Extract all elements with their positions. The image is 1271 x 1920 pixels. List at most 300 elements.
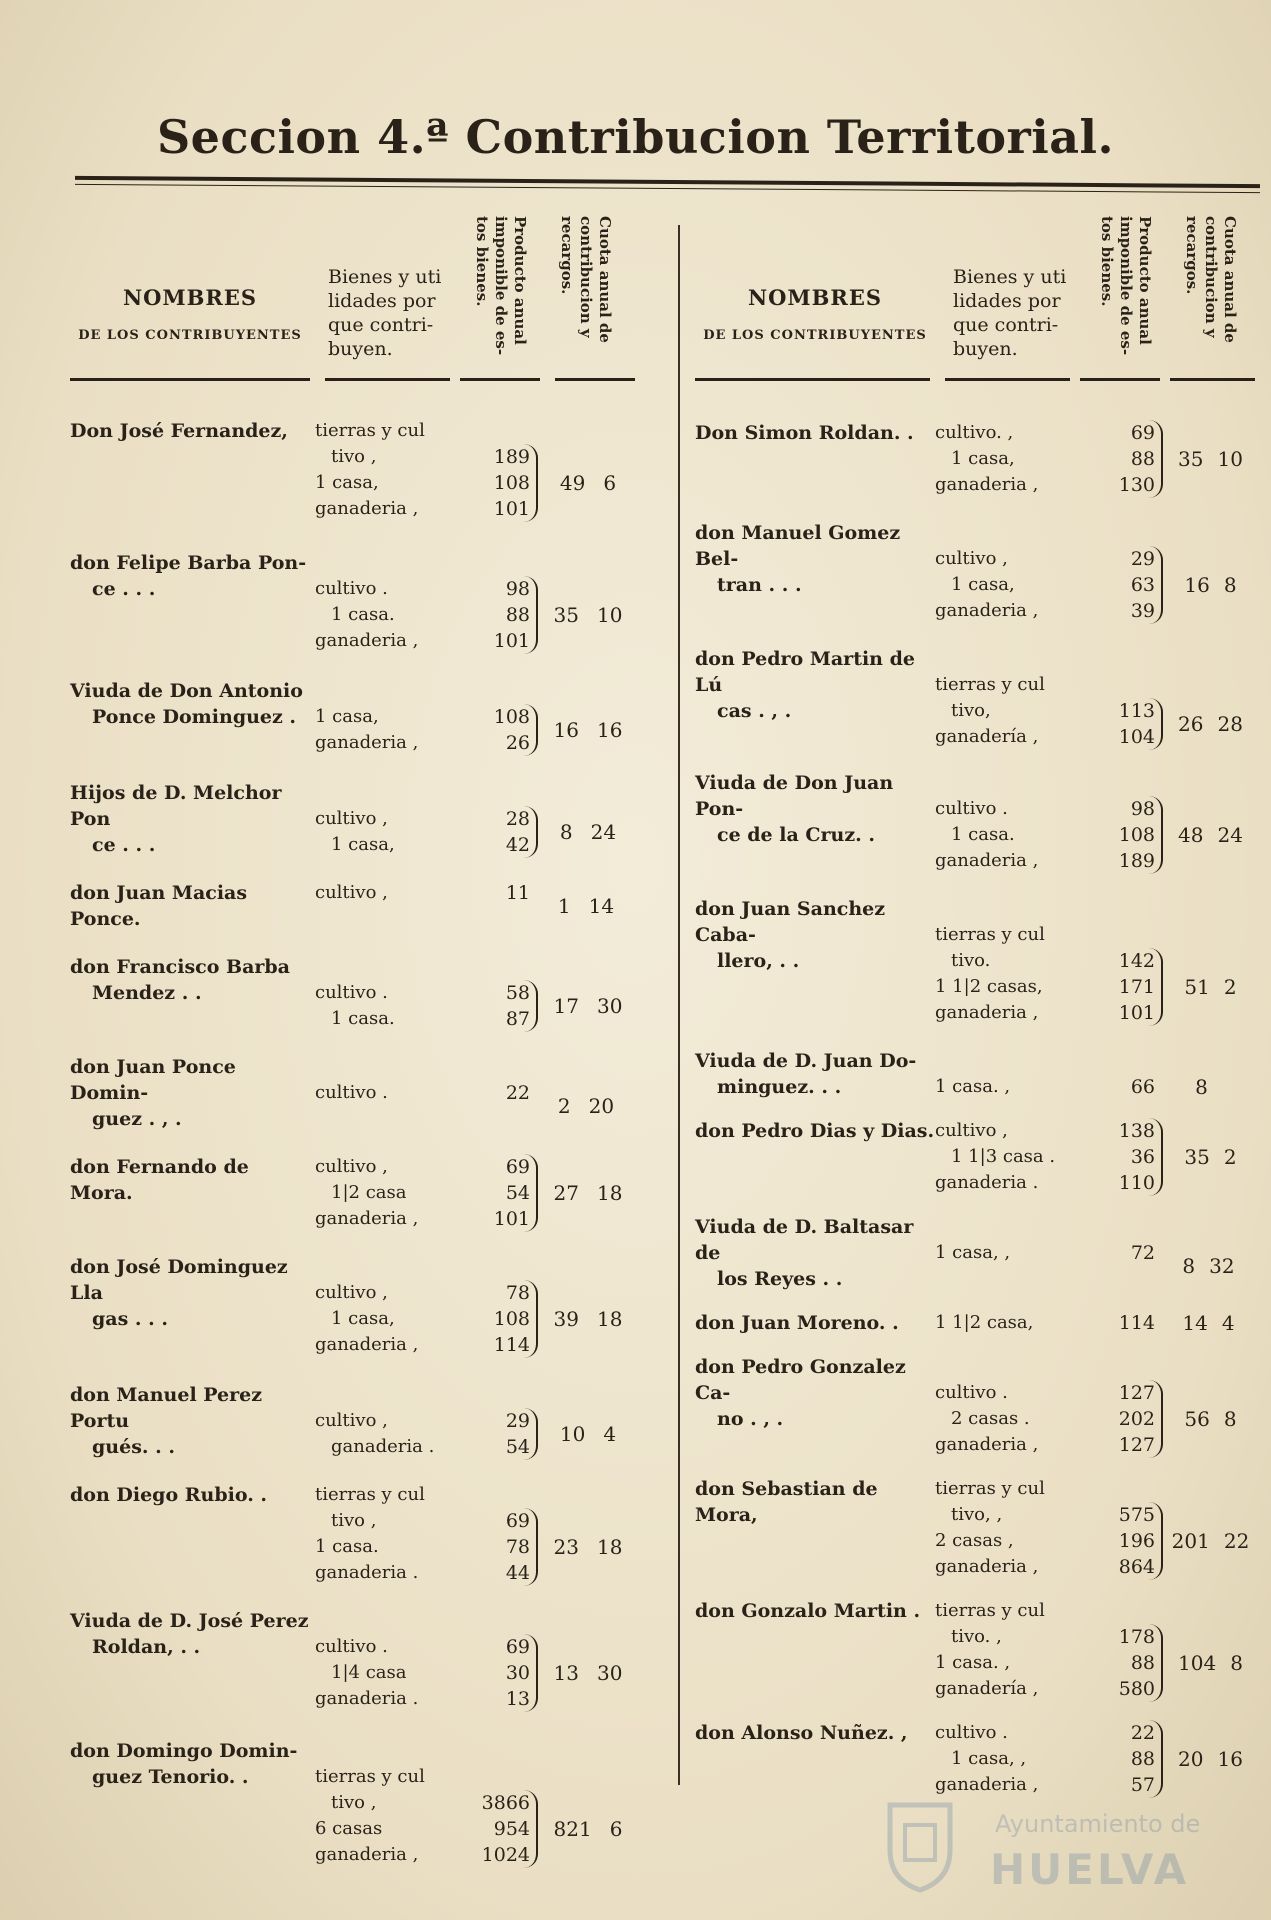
table-header bbox=[695, 210, 1265, 390]
product-values bbox=[1075, 948, 1163, 1026]
goods-item: 6 casas bbox=[315, 1818, 383, 1839]
product-values bbox=[455, 576, 538, 654]
contributor-name bbox=[70, 1382, 315, 1460]
name-line: don Juan Moreno. . bbox=[695, 1312, 899, 1334]
product-value: 108 bbox=[493, 472, 530, 494]
goods-item: 1 casa, , bbox=[935, 1242, 1011, 1263]
product-value: 189 bbox=[493, 446, 530, 468]
table-row bbox=[695, 1354, 1265, 1458]
cuota-value bbox=[538, 820, 638, 844]
goods-item: ganaderia , bbox=[935, 1556, 1039, 1577]
name-line: Viuda de D. José Perez bbox=[70, 1610, 309, 1632]
cuota-maravedis: 16 bbox=[1217, 1747, 1243, 1771]
goods-item: tivo, , bbox=[951, 1504, 1003, 1525]
name-line: Hijos de D. Melchor Pon bbox=[70, 782, 282, 830]
name-line: Viuda de Don Juan Pon- bbox=[695, 772, 894, 820]
contributor-name bbox=[695, 1354, 935, 1432]
table-row bbox=[70, 1154, 660, 1232]
name-line: Mendez . . bbox=[92, 982, 202, 1004]
header-underline bbox=[460, 378, 540, 381]
goods-list bbox=[315, 576, 455, 654]
goods-item: ganaderia . bbox=[315, 1688, 419, 1709]
goods-item: 1 casa. bbox=[331, 604, 395, 625]
cuota-value bbox=[536, 1094, 636, 1118]
product-value: 69 bbox=[1130, 422, 1155, 444]
product-value: 1024 bbox=[481, 1844, 530, 1866]
cuota-maravedis: 24 bbox=[590, 820, 617, 844]
goods-list bbox=[315, 1080, 455, 1106]
product-value: 39 bbox=[1130, 600, 1155, 622]
cuota-maravedis: 24 bbox=[1217, 823, 1243, 847]
table-row bbox=[70, 880, 660, 932]
goods-item: 1 casa, bbox=[951, 448, 1015, 469]
goods-list bbox=[935, 1118, 1075, 1196]
goods-item: tierras y cul bbox=[315, 1484, 425, 1505]
name-line: Roldan, . . bbox=[92, 1636, 201, 1658]
product-value: 69 bbox=[505, 1510, 530, 1532]
table-row bbox=[695, 1476, 1265, 1580]
cuota-maravedis: 20 bbox=[588, 1094, 615, 1118]
cuota-reales: 821 bbox=[553, 1817, 592, 1841]
name-line: ce . . . bbox=[92, 578, 156, 600]
product-values bbox=[1075, 1240, 1161, 1266]
header-underline bbox=[555, 378, 635, 381]
goods-item: tivo. , bbox=[951, 1626, 1002, 1647]
product-values bbox=[455, 444, 538, 522]
table-header bbox=[70, 210, 660, 390]
cuota-reales: 2 bbox=[557, 1094, 571, 1118]
cuota-reales: 27 bbox=[553, 1181, 579, 1205]
product-value: 22 bbox=[1130, 1722, 1155, 1744]
cuota-reales: 26 bbox=[1178, 712, 1204, 736]
goods-item: 1 1|2 casas, bbox=[935, 976, 1043, 997]
contributor-name bbox=[695, 1476, 935, 1528]
product-values bbox=[455, 806, 538, 858]
cuota-value bbox=[1163, 1407, 1258, 1431]
cuota-reales: 16 bbox=[1184, 573, 1210, 597]
cuota-value bbox=[538, 1307, 638, 1331]
product-value: 78 bbox=[505, 1536, 530, 1558]
product-value: 88 bbox=[1130, 1748, 1155, 1770]
cuota-reales: 51 bbox=[1184, 975, 1210, 999]
goods-list bbox=[315, 880, 455, 906]
product-value: 114 bbox=[1118, 1312, 1155, 1334]
header-underline bbox=[695, 378, 930, 381]
header-producto: Producto anual imponible de es- tos bienes. bbox=[473, 216, 529, 356]
name-line: don Felipe Barba Pon- bbox=[70, 552, 307, 574]
product-values bbox=[455, 1508, 538, 1586]
goods-item: ganadería , bbox=[935, 1678, 1039, 1699]
contributor-name bbox=[70, 954, 315, 1006]
name-line: guez Tenorio. . bbox=[92, 1766, 249, 1788]
goods-list bbox=[315, 1764, 455, 1868]
header-underline bbox=[1170, 378, 1255, 381]
product-value: 58 bbox=[505, 982, 530, 1004]
table-row bbox=[695, 1118, 1265, 1196]
product-value: 101 bbox=[493, 630, 530, 652]
product-values bbox=[455, 1154, 538, 1232]
name-line: los Reyes . . bbox=[717, 1268, 843, 1290]
name-line: guez . , . bbox=[92, 1108, 182, 1130]
goods-item: cultivo . bbox=[315, 1636, 388, 1657]
goods-item: ganaderia . bbox=[331, 1436, 435, 1457]
header-underline bbox=[70, 378, 310, 381]
contributor-name bbox=[695, 1598, 935, 1624]
header-de-los: DE LOS CONTRIBUYENTES bbox=[703, 328, 927, 343]
contributor-name bbox=[695, 1310, 935, 1336]
cuota-maravedis: 6 bbox=[609, 1817, 623, 1841]
table-row bbox=[695, 1048, 1265, 1100]
product-value: 26 bbox=[505, 732, 530, 754]
goods-list bbox=[315, 1634, 455, 1712]
cuota-value bbox=[1163, 1747, 1258, 1771]
contributor-name bbox=[70, 550, 315, 602]
goods-item: 1 1|3 casa . bbox=[951, 1146, 1056, 1167]
goods-item: 1 casa, bbox=[331, 834, 395, 855]
product-value: 69 bbox=[505, 1636, 530, 1658]
cuota-reales: 23 bbox=[553, 1535, 579, 1559]
goods-item: 1 casa, bbox=[315, 706, 379, 727]
contributor-name bbox=[695, 896, 935, 974]
table-row bbox=[70, 550, 660, 654]
name-line: don Fernando de Mora. bbox=[70, 1156, 249, 1204]
product-values bbox=[455, 980, 538, 1032]
goods-list bbox=[315, 1154, 455, 1232]
product-values bbox=[1075, 796, 1163, 874]
goods-list bbox=[315, 1482, 455, 1586]
goods-list bbox=[315, 806, 455, 858]
product-value: 575 bbox=[1118, 1504, 1155, 1526]
cuota-maravedis: 28 bbox=[1217, 712, 1243, 736]
product-value: 88 bbox=[505, 604, 530, 626]
cuota-reales: 56 bbox=[1184, 1407, 1210, 1431]
header-names bbox=[695, 285, 935, 343]
goods-item: 1|2 casa bbox=[331, 1182, 407, 1203]
name-line: gués. . . bbox=[92, 1436, 175, 1458]
header-underline bbox=[1080, 378, 1160, 381]
goods-item: cultivo . bbox=[935, 798, 1008, 819]
product-value: 138 bbox=[1118, 1120, 1155, 1142]
product-values bbox=[1075, 1118, 1163, 1196]
table-row bbox=[695, 770, 1265, 874]
header-nombres: NOMBRES bbox=[747, 285, 883, 310]
name-line: don Manuel Gomez Bel- bbox=[695, 522, 901, 570]
product-values bbox=[1075, 420, 1163, 498]
product-value: 101 bbox=[1118, 1002, 1155, 1024]
product-values bbox=[1075, 1310, 1161, 1336]
product-value: 189 bbox=[1118, 850, 1155, 872]
product-value: 29 bbox=[505, 1410, 530, 1432]
contributor-name bbox=[70, 1154, 315, 1206]
goods-list bbox=[935, 1074, 1075, 1100]
product-value: 22 bbox=[505, 1082, 530, 1104]
table-row bbox=[70, 418, 660, 522]
right-column bbox=[695, 210, 1265, 1798]
table-row bbox=[695, 1720, 1265, 1798]
contributor-name bbox=[70, 1054, 315, 1132]
cuota-maravedis: 32 bbox=[1209, 1254, 1235, 1278]
goods-item: cultivo . bbox=[315, 982, 388, 1003]
name-line: no . , . bbox=[717, 1408, 784, 1430]
cuota-maravedis: 22 bbox=[1223, 1529, 1250, 1553]
product-value: 63 bbox=[1130, 574, 1155, 596]
cuota-value bbox=[1161, 1075, 1256, 1099]
cuota-value bbox=[538, 1817, 638, 1841]
product-value: 30 bbox=[505, 1662, 530, 1684]
goods-item: cultivo , bbox=[935, 1120, 1008, 1141]
goods-item: cultivo . bbox=[935, 1382, 1008, 1403]
cuota-value bbox=[1163, 573, 1258, 597]
cuota-reales: 39 bbox=[553, 1307, 579, 1331]
goods-item: cultivo , bbox=[315, 1282, 388, 1303]
goods-item: ganaderia . bbox=[935, 1172, 1039, 1193]
product-value: 101 bbox=[493, 1208, 530, 1230]
name-line: don Manuel Perez Portu bbox=[70, 1384, 263, 1432]
table-row bbox=[70, 1382, 660, 1460]
contributor-name bbox=[70, 678, 315, 730]
header-names bbox=[70, 285, 310, 343]
table-row bbox=[695, 1214, 1265, 1292]
goods-list bbox=[935, 796, 1075, 874]
goods-item: tierras y cul bbox=[935, 674, 1045, 695]
name-line: llero, . . bbox=[717, 950, 800, 972]
name-line: Viuda de D. Baltasar de bbox=[695, 1216, 914, 1264]
contributor-name bbox=[70, 1608, 315, 1660]
product-value: 3866 bbox=[481, 1792, 530, 1814]
name-line: minguez. . . bbox=[717, 1076, 842, 1098]
product-value: 954 bbox=[493, 1818, 530, 1840]
cuota-maravedis: 8 bbox=[1223, 1407, 1237, 1431]
goods-item: 2 casas . bbox=[951, 1408, 1030, 1429]
goods-list bbox=[935, 1310, 1075, 1336]
product-values bbox=[455, 1280, 538, 1358]
cuota-value bbox=[538, 1535, 638, 1559]
goods-list bbox=[935, 1476, 1075, 1580]
name-line: Don Simon Roldan. . bbox=[695, 422, 914, 444]
product-values bbox=[1075, 1502, 1163, 1580]
goods-item: cultivo . bbox=[315, 578, 388, 599]
cuota-reales: 20 bbox=[1178, 1747, 1204, 1771]
contributor-name bbox=[695, 1048, 935, 1100]
table-row bbox=[695, 520, 1265, 624]
cuota-reales: 16 bbox=[553, 718, 579, 742]
product-value: 127 bbox=[1118, 1434, 1155, 1456]
cuota-maravedis: 10 bbox=[597, 603, 623, 627]
name-line: Ponce Dominguez . bbox=[92, 706, 297, 728]
cuota-maravedis: 30 bbox=[597, 994, 623, 1018]
product-value: 178 bbox=[1118, 1626, 1155, 1648]
table-row bbox=[70, 678, 660, 756]
name-line: don Pedro Martin de Lú bbox=[695, 648, 915, 696]
cuota-reales: 48 bbox=[1178, 823, 1204, 847]
goods-item: 1 1|2 casa, bbox=[935, 1312, 1034, 1333]
name-line: don Juan Sanchez Caba- bbox=[695, 898, 886, 946]
product-values bbox=[1075, 1380, 1163, 1458]
product-value: 142 bbox=[1118, 950, 1155, 972]
product-value: 101 bbox=[493, 498, 530, 520]
cuota-maravedis: 16 bbox=[597, 718, 623, 742]
column-divider bbox=[678, 225, 680, 1785]
cuota-value bbox=[1163, 823, 1258, 847]
product-value: 78 bbox=[505, 1282, 530, 1304]
header-cuota: Cuota anual de contribucion y recargos. bbox=[1183, 216, 1239, 343]
table-row bbox=[70, 1254, 660, 1358]
goods-item: ganaderia , bbox=[935, 850, 1039, 871]
cuota-value bbox=[1163, 1651, 1258, 1675]
goods-list bbox=[315, 1280, 455, 1358]
cuota-maravedis: 14 bbox=[588, 894, 615, 918]
goods-item: tierras y cul bbox=[935, 1478, 1045, 1499]
product-values bbox=[1075, 1624, 1163, 1702]
cuota-reales: 17 bbox=[553, 994, 579, 1018]
cuota-maravedis: 10 bbox=[1217, 447, 1243, 471]
cuota-reales: 8 bbox=[1182, 1254, 1196, 1278]
contributor-name bbox=[70, 880, 315, 932]
product-values bbox=[455, 1790, 538, 1868]
goods-item: tierras y cul bbox=[935, 924, 1045, 945]
goods-item: cultivo , bbox=[315, 1410, 388, 1431]
header-nombres: NOMBRES bbox=[122, 285, 258, 310]
goods-list bbox=[315, 704, 455, 756]
contributor-name bbox=[70, 1738, 315, 1790]
goods-item: ganaderia , bbox=[935, 1774, 1039, 1795]
goods-item: tierras y cul bbox=[315, 420, 425, 441]
header-bienes: Bienes y uti lidades por que contri- buyen. bbox=[953, 266, 1067, 360]
goods-item: 2 casas , bbox=[935, 1530, 1014, 1551]
name-line: Viuda de D. Juan Do- bbox=[695, 1050, 917, 1072]
name-line: gas . . . bbox=[92, 1308, 168, 1330]
table-row bbox=[695, 646, 1265, 750]
header-producto: Producto anual imponible de es- tos bienes. bbox=[1098, 216, 1154, 356]
contributor-name bbox=[70, 1482, 315, 1508]
name-line: don Francisco Barba bbox=[70, 956, 290, 978]
product-value: 98 bbox=[1130, 798, 1155, 820]
cuota-maravedis: 30 bbox=[597, 1661, 623, 1685]
contributor-name bbox=[695, 520, 935, 598]
name-line: don Domingo Domin- bbox=[70, 1740, 298, 1762]
cuota-value bbox=[538, 994, 638, 1018]
product-value: 13 bbox=[505, 1688, 530, 1710]
contributor-name bbox=[695, 770, 935, 848]
goods-item: ganaderia , bbox=[315, 732, 419, 753]
contributor-name bbox=[70, 1254, 315, 1332]
goods-item: cultivo , bbox=[315, 808, 388, 829]
goods-item: 1 casa. bbox=[315, 1536, 379, 1557]
goods-item: ganaderia , bbox=[315, 1844, 419, 1865]
goods-list bbox=[935, 1380, 1075, 1458]
goods-item: ganaderia , bbox=[935, 1434, 1039, 1455]
name-line: don José Dominguez Lla bbox=[70, 1256, 288, 1304]
contributor-list-right bbox=[695, 420, 1265, 1798]
name-line: don Pedro Gonzalez Ca- bbox=[695, 1356, 906, 1404]
name-line: don Gonzalo Martin . bbox=[695, 1600, 921, 1622]
goods-item: tivo , bbox=[331, 1792, 377, 1813]
product-values bbox=[1075, 546, 1163, 624]
goods-list bbox=[935, 922, 1075, 1026]
product-value: 98 bbox=[505, 578, 530, 600]
cuota-reales: 49 bbox=[559, 471, 586, 495]
cuota-reales: 14 bbox=[1182, 1311, 1208, 1335]
cuota-maravedis: 18 bbox=[597, 1535, 623, 1559]
product-value: 104 bbox=[1118, 726, 1155, 748]
product-value: 127 bbox=[1118, 1382, 1155, 1404]
product-value: 72 bbox=[1130, 1242, 1155, 1264]
contributor-name bbox=[695, 1118, 935, 1144]
goods-item: cultivo , bbox=[935, 548, 1008, 569]
product-values bbox=[455, 1408, 538, 1460]
goods-item: tivo, bbox=[951, 700, 991, 721]
shield-icon bbox=[870, 1795, 970, 1895]
goods-item: tierras y cul bbox=[315, 1766, 425, 1787]
product-value: 202 bbox=[1118, 1408, 1155, 1430]
name-line: don Sebastian de Mora, bbox=[695, 1478, 878, 1526]
product-values bbox=[455, 880, 536, 906]
cuota-maravedis: 8 bbox=[1230, 1651, 1243, 1675]
product-value: 864 bbox=[1118, 1556, 1155, 1578]
table-row bbox=[70, 1482, 660, 1586]
goods-list bbox=[935, 1598, 1075, 1702]
cuota-value bbox=[538, 1661, 638, 1685]
goods-item: tierras y cul bbox=[935, 1600, 1045, 1621]
goods-list bbox=[935, 1720, 1075, 1798]
product-values bbox=[1075, 1074, 1161, 1100]
goods-item: 1 casa, , bbox=[951, 1748, 1027, 1769]
goods-list bbox=[315, 1408, 455, 1460]
product-values bbox=[1075, 698, 1163, 750]
cuota-value bbox=[538, 471, 638, 495]
product-value: 87 bbox=[505, 1008, 530, 1030]
table-row bbox=[70, 780, 660, 858]
goods-list bbox=[935, 1240, 1075, 1266]
goods-item: 1 casa, bbox=[315, 472, 379, 493]
product-value: 196 bbox=[1118, 1530, 1155, 1552]
name-line: don Pedro Dias y Dias. bbox=[695, 1120, 935, 1142]
cuota-maravedis: 18 bbox=[597, 1307, 623, 1331]
goods-item: cultivo , bbox=[315, 1156, 388, 1177]
product-value: 36 bbox=[1130, 1146, 1155, 1168]
product-value: 108 bbox=[1118, 824, 1155, 846]
goods-item: ganaderia . bbox=[315, 1562, 419, 1583]
table-row bbox=[70, 1738, 660, 1868]
goods-item: ganaderia , bbox=[315, 630, 419, 651]
goods-item: tivo. bbox=[951, 950, 991, 971]
cuota-value bbox=[538, 1181, 638, 1205]
table-row bbox=[70, 954, 660, 1032]
table-row bbox=[695, 1598, 1265, 1702]
name-line: don Diego Rubio. . bbox=[70, 1484, 268, 1506]
cuota-reales: 35 bbox=[1184, 1145, 1210, 1169]
cuota-value bbox=[1161, 1311, 1256, 1335]
title-rule bbox=[75, 176, 1260, 188]
header-underline bbox=[325, 378, 450, 381]
contributor-list-left bbox=[70, 418, 660, 1868]
goods-list bbox=[935, 672, 1075, 750]
table-row bbox=[70, 1608, 660, 1712]
name-line: Viuda de Don Antonio bbox=[70, 680, 303, 702]
table-row bbox=[695, 1310, 1265, 1336]
product-value: 11 bbox=[505, 882, 530, 904]
product-value: 88 bbox=[1130, 448, 1155, 470]
product-value: 57 bbox=[1130, 1774, 1155, 1796]
goods-item: ganadería , bbox=[935, 726, 1039, 747]
goods-item: 1|4 casa bbox=[331, 1662, 407, 1683]
cuota-maravedis: 6 bbox=[603, 471, 617, 495]
product-value: 580 bbox=[1118, 1678, 1155, 1700]
name-line: tran . . . bbox=[717, 574, 802, 596]
product-values bbox=[455, 704, 538, 756]
cuota-maravedis: 4 bbox=[1221, 1311, 1235, 1335]
watermark bbox=[860, 1790, 1240, 1900]
